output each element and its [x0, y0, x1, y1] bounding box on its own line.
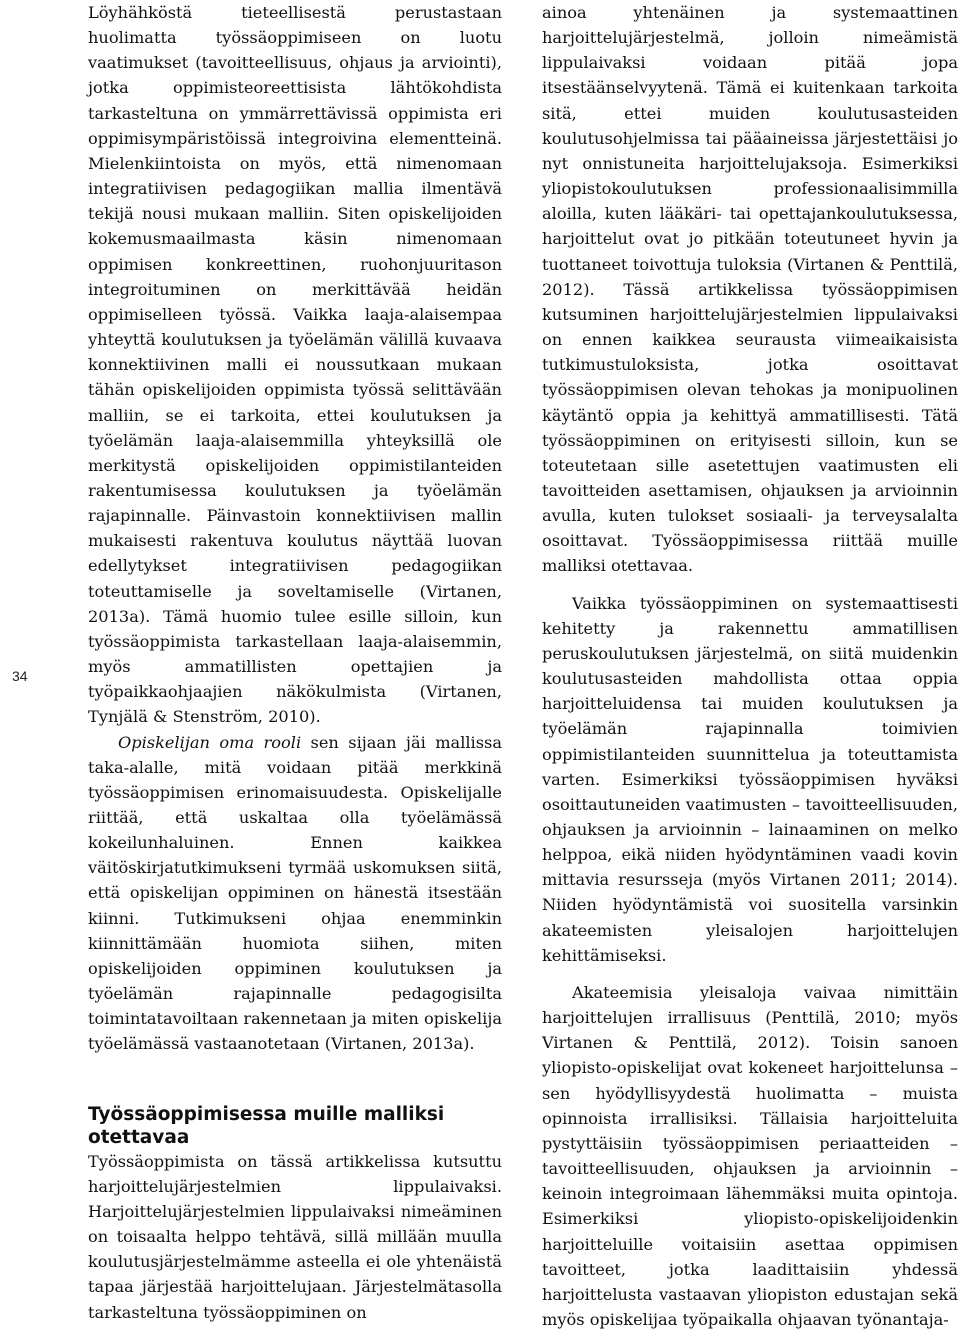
- paragraph-integration: Löyhähköstä tieteellisestä perustastaan huolimatta työssäoppimiseen on luotu vaatimukset (tavoitteellisuus, ohjaus ja arviointi), jotka oppimisteoreettisista lähtökohdista tarkasteltuna on ymmärrettävissä oppimista eri oppimisympäristöissä integroivina elementteinä. Mielenkiintoista on myös, että nimenomaan integratiivisen pedagogiikan mallia ilmentävä tekijä nousi mukaan malliin. Siten opiskelijoiden kokemusmaailmasta käsin nimenomaan oppimisen konkreettinen, ruohonjuuritason integroituminen on merkittävää heidän oppimiselleen työssä. Vaikka laaja-alaisempaa yhteyttä koulutuksen ja työelämän välillä kuvaava konnektiivinen malli ei noussutkaan mukaan tähän opiskelijoiden oppimista työssä selittävään malliin, se ei tarkoita, ettei koulutuksen ja työelämän laaja-alaisemmilla yhteyksillä ole merkitystä opiskelijoiden oppimistilanteiden rakentumisessa koulutuksen ja työelämän rajapinnalle. Päinvastoin konnektiivisen mallin mukaisesti rakentuva koulutus näyttää luovan edellytykset integratiivisen pedagogiikan toteuttamiselle ja soveltamiselle (Virtanen, 2013a). Tämä huomio tulee esille silloin, kun työssäoppimista tarkastellaan laaja-alaisemmin, myös ammatillisten opettajien ja työpaikkaohjaajien näkökulmista (Virtanen, Tynjälä & Stenström, 2010).: [88, 3, 502, 727]
- paragraph-text: sen sijaan jäi mallissa taka-alalle, mitä voidaan pitää merkkinä työssäoppimisen erinomaisuudesta. Opiskelijalle riittää, että uskaltaa olla työelämässä kokeilunhaluinen. Ennen kaikkea väitöskirjatutkimukseni tyrmää uskomuksen siitä, että opiskelijan oppiminen on hänestä itsestään kiinni. Tutkimukseni ohjaa enemminkin kiinnittämään huomiota siihen, miten opiskelijoiden oppiminen koulutuksen ja työelämän rajapinnalle pedagogisilta toimintatavoiltaan rakennetaan ja miten opiskelija työelämässä vastaanotetaan (Virtanen, 2013a).: [88, 732, 502, 1054]
- paragraph-student-role: [88, 730, 502, 1057]
- section-heading: Työssäoppimisessa muille malliksi otettavaa: [88, 1103, 445, 1148]
- paragraph-unified-system: ainoa yhtenäinen ja systemaattinen harjoittelujärjestelmä, jolloin nimeämistä lippulaivaksi voidaan pitää jopa itsestäänselvyytenä. Tämä ei kuitenkaan tarkoita sitä, ettei muiden koulutusasteiden koulutusohjelmissa tai pääaineissa järjestettäisi jo nyt onnistuneita harjoittelujaksoja. Esimerkiksi yliopistokoulutuksen professionaalisimmilla aloilla, kuten lääkäri- tai opettajankoulutuksessa, harjoittelut ovat jo pitkään toteutuneet hyvin ja tuottaneet toivottuja tuloksia (Virtanen & Penttilä, 2012). Tässä artikkelissa työssäoppimisen kutsuminen harjoittelujärjestelmien lippulaivaksi on ennen kaikkea seurausta viimeaikaisista tutkimustuloksista, jotka osoittavat työssäoppimisen olevan tehokas ja monipuolinen käytäntö oppia ja kehittyä ammatillisesti. Tätä työssäoppiminen on erityisesti silloin, kun se toteutetaan sille asetettujen vaatimusten eli tavoitteiden asettamisen, ohjauksen ja arvioinnin avulla, kuten tulokset sosiaali- ja terveysalalta osoittavat. Työssäoppimisessa riittää muille malliksi otettavaa.: [542, 3, 958, 576]
- italic-term: Opiskelijan oma rooli: [118, 732, 302, 752]
- paragraph-learning-from-model: Vaikka työssäoppiminen on systemaattisesti kehitetty ja rakennettu ammatillisen peruskoulutuksen järjestelmä, on siitä muidenkin koulutusasteiden mahdollista ottaa oppia harjoitteluidensa tai muiden koulutuksen ja työelämän rajapinnalla toimivien oppimistilanteiden suunnittelua ja toteuttamista varten. Esimerkiksi työssäoppimisen hyväksi osoittautuneiden vaatimusten – tavoitteellisuuden, ohjauksen ja arvioinnin – lainaaminen on melko helppoa, eikä niiden hyödyntäminen vaadi kovin mittavia resursseja (myös Virtanen 2011; 2014). Niiden hyödyntämistä voi suositella varsinkin akateemisten yleisalojen harjoittelujen kehittämiseksi.: [542, 593, 958, 965]
- page-number: 34: [12, 668, 28, 684]
- paragraph-academic-fields: Akateemisia yleisaloja vaivaa nimittäin harjoittelujen irrallisuus (Penttilä, 2010; myös Virtanen & Penttilä, 2012). Toisin sanoen yliopisto-opiskelijat ovat kokeneet harjoittelunsa – sen hyödyllisyydestä huolimatta – muista opinnoista irrallisiksi. Tällaisia harjoitteluita pystyttäisiin työssäoppimisen periaatteiden – tavoitteellisuuden, ohjauksen ja arvioinnin – keinoin integroimaan lähemmäksi muita opintoja. Esimerkiksi yliopisto-opiskelijoidenkin harjoitteluille voitaisiin asettaa oppimisen tavoitteet, jotka laadittaisiin yhdessä harjoittelusta vastaavan yliopiston edustajan sekä myös opiskelijaa työpaikalla ohjaavan työnantaja-: [542, 982, 958, 1329]
- right-column: [542, 0, 958, 1332]
- paragraph-flagship: Työssäoppimista on tässä artikkelissa kutsuttu harjoittelujärjestelmien lippulaivaksi. Harjoittelujärjestelmien lippulaivaksi nimeäminen on toisaalta helppo tehtävä, sillä millään muulla koulutusjärjestelmämme asteella ei ole yhtenäistä tapaa järjestää harjoittelujaan. Järjestelmätasolla tarkasteltuna työssäoppiminen on: [88, 1151, 502, 1322]
- left-column: [88, 0, 502, 1325]
